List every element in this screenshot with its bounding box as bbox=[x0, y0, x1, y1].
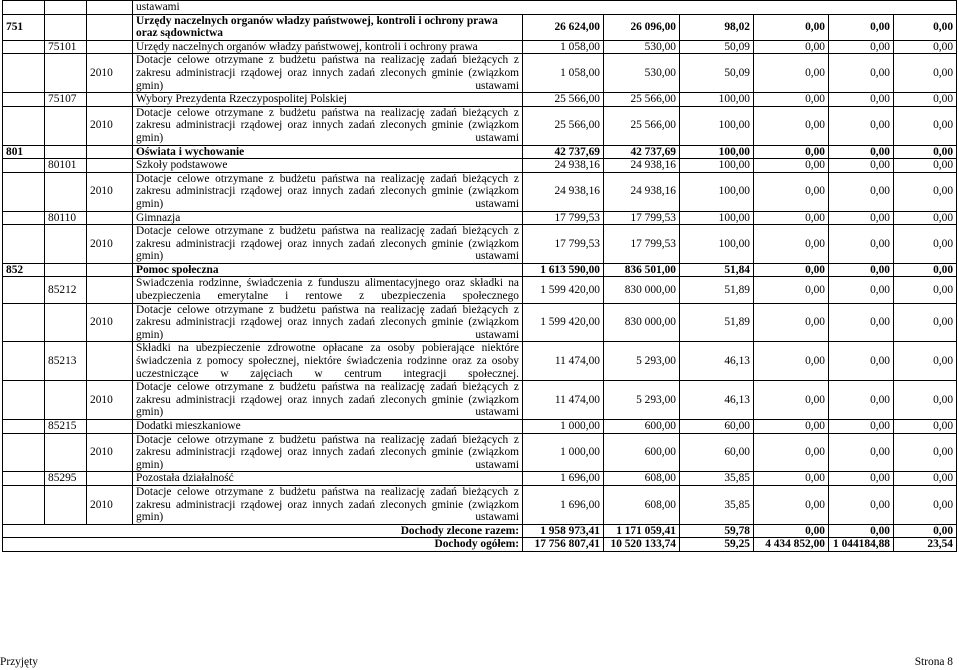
amount-cell: 35,85 bbox=[680, 485, 754, 524]
paragraph-row bbox=[3, 485, 957, 524]
paragraph-cell bbox=[87, 1, 133, 15]
amount-cell: 25 566,00 bbox=[523, 93, 604, 107]
description-cell: Szkoły podstawowe bbox=[133, 159, 523, 173]
amount-cell: 0,00 bbox=[894, 420, 957, 434]
description-cell: Dodatki mieszkaniowe bbox=[133, 420, 523, 434]
section-cell: 85213 bbox=[45, 342, 87, 381]
amount-cell: 100,00 bbox=[680, 211, 754, 225]
table-row bbox=[3, 1, 957, 15]
paragraph-row bbox=[3, 381, 957, 420]
chapter-cell bbox=[3, 225, 45, 264]
amount-cell: 0,00 bbox=[894, 172, 957, 211]
amount-cell: 0,00 bbox=[829, 524, 894, 538]
section-cell bbox=[45, 54, 87, 93]
amount-cell: 42 737,69 bbox=[523, 145, 604, 159]
amount-cell: 59,25 bbox=[680, 538, 754, 552]
amount-cell: 0,00 bbox=[829, 485, 894, 524]
paragraph-cell bbox=[87, 211, 133, 225]
amount-cell: 11 474,00 bbox=[523, 342, 604, 381]
amount-cell: 50,09 bbox=[680, 54, 754, 93]
amount-cell: 0,00 bbox=[829, 172, 894, 211]
amount-cell: 100,00 bbox=[680, 145, 754, 159]
chapter-row bbox=[3, 145, 957, 159]
description-cell: ustawami bbox=[133, 1, 957, 15]
description-cell: Wybory Prezydenta Rzeczypospolitej Polskiej bbox=[133, 93, 523, 107]
chapter-cell: 801 bbox=[3, 145, 45, 159]
paragraph-row bbox=[3, 172, 957, 211]
amount-cell: 0,00 bbox=[894, 40, 957, 54]
description-cell: Dotacje celowe otrzymane z budżetu państwa na realizację zadań bieżących z zakresu administracji rządowej oraz innych zadań zleconych gminie (związkom gmin) ustawami bbox=[133, 381, 523, 420]
amount-cell: 1 044184,88 bbox=[829, 538, 894, 552]
description-cell: Urzędy naczelnych organów władzy państwowej, kontroli i ochrony prawa bbox=[133, 40, 523, 54]
section-cell bbox=[45, 485, 87, 524]
section-row bbox=[3, 342, 957, 381]
amount-cell: 0,00 bbox=[754, 145, 829, 159]
paragraph-cell: 2010 bbox=[87, 433, 133, 472]
amount-cell: 1 696,00 bbox=[523, 485, 604, 524]
chapter-cell bbox=[3, 420, 45, 434]
amount-cell: 17 799,53 bbox=[523, 211, 604, 225]
amount-cell: 51,84 bbox=[680, 263, 754, 277]
amount-cell: 59,78 bbox=[680, 524, 754, 538]
amount-cell: 100,00 bbox=[680, 172, 754, 211]
amount-cell: 100,00 bbox=[680, 93, 754, 107]
amount-cell: 1 058,00 bbox=[523, 40, 604, 54]
amount-cell: 17 799,53 bbox=[604, 211, 680, 225]
section-cell bbox=[45, 303, 87, 342]
section-cell: 85215 bbox=[45, 420, 87, 434]
description-cell: Pomoc społeczna bbox=[133, 263, 523, 277]
amount-cell: 10 520 133,74 bbox=[604, 538, 680, 552]
description-cell: Gimnazja bbox=[133, 211, 523, 225]
paragraph-row bbox=[3, 54, 957, 93]
amount-cell: 0,00 bbox=[829, 145, 894, 159]
amount-cell: 23,54 bbox=[894, 538, 957, 552]
amount-cell: 0,00 bbox=[894, 524, 957, 538]
amount-cell: 530,00 bbox=[604, 54, 680, 93]
amount-cell: 0,00 bbox=[754, 420, 829, 434]
amount-cell: 0,00 bbox=[754, 106, 829, 145]
amount-cell: 24 938,16 bbox=[523, 172, 604, 211]
amount-cell: 0,00 bbox=[754, 172, 829, 211]
amount-cell: 0,00 bbox=[754, 93, 829, 107]
paragraph-cell bbox=[87, 420, 133, 434]
amount-cell: 0,00 bbox=[894, 14, 957, 40]
section-row bbox=[3, 40, 957, 54]
amount-cell: 4 434 852,00 bbox=[754, 538, 829, 552]
section-cell bbox=[45, 106, 87, 145]
paragraph-cell bbox=[87, 472, 133, 486]
total-row bbox=[3, 524, 957, 538]
description-cell: Pozostała działalność bbox=[133, 472, 523, 486]
chapter-cell bbox=[3, 381, 45, 420]
amount-cell: 26 624,00 bbox=[523, 14, 604, 40]
amount-cell: 5 293,00 bbox=[604, 342, 680, 381]
amount-cell: 17 756 807,41 bbox=[523, 538, 604, 552]
chapter-cell bbox=[3, 93, 45, 107]
amount-cell: 0,00 bbox=[829, 472, 894, 486]
paragraph-cell bbox=[87, 40, 133, 54]
section-cell bbox=[45, 145, 87, 159]
amount-cell: 830 000,00 bbox=[604, 277, 680, 303]
amount-cell: 1 613 590,00 bbox=[523, 263, 604, 277]
section-row bbox=[3, 472, 957, 486]
section-row bbox=[3, 159, 957, 173]
chapter-cell bbox=[3, 433, 45, 472]
amount-cell: 51,89 bbox=[680, 303, 754, 342]
amount-cell: 0,00 bbox=[754, 159, 829, 173]
amount-cell: 60,00 bbox=[680, 433, 754, 472]
chapter-cell bbox=[3, 106, 45, 145]
amount-cell: 0,00 bbox=[754, 54, 829, 93]
amount-cell: 0,00 bbox=[894, 159, 957, 173]
paragraph-cell bbox=[87, 263, 133, 277]
paragraph-row bbox=[3, 106, 957, 145]
amount-cell: 1 696,00 bbox=[523, 472, 604, 486]
paragraph-row bbox=[3, 303, 957, 342]
amount-cell: 0,00 bbox=[829, 263, 894, 277]
section-row bbox=[3, 93, 957, 107]
chapter-cell bbox=[3, 54, 45, 93]
section-cell bbox=[45, 381, 87, 420]
paragraph-cell bbox=[87, 342, 133, 381]
section-cell bbox=[45, 172, 87, 211]
amount-cell: 17 799,53 bbox=[523, 225, 604, 264]
amount-cell: 0,00 bbox=[894, 145, 957, 159]
total-label: Dochody zlecone razem: bbox=[3, 524, 523, 538]
section-cell: 75107 bbox=[45, 93, 87, 107]
section-cell bbox=[45, 433, 87, 472]
amount-cell: 836 501,00 bbox=[604, 263, 680, 277]
chapter-cell: 751 bbox=[3, 14, 45, 40]
amount-cell: 1 058,00 bbox=[523, 54, 604, 93]
paragraph-cell: 2010 bbox=[87, 303, 133, 342]
amount-cell: 0,00 bbox=[894, 303, 957, 342]
amount-cell: 0,00 bbox=[894, 381, 957, 420]
amount-cell: 1 958 973,41 bbox=[523, 524, 604, 538]
amount-cell: 0,00 bbox=[754, 277, 829, 303]
section-row bbox=[3, 277, 957, 303]
amount-cell: 0,00 bbox=[829, 106, 894, 145]
amount-cell: 0,00 bbox=[754, 303, 829, 342]
amount-cell: 0,00 bbox=[754, 263, 829, 277]
footer-page-number: Strona 8 bbox=[914, 656, 953, 668]
budget-table-body bbox=[3, 1, 957, 552]
amount-cell: 0,00 bbox=[894, 225, 957, 264]
amount-cell: 0,00 bbox=[894, 277, 957, 303]
section-cell bbox=[45, 263, 87, 277]
amount-cell: 46,13 bbox=[680, 342, 754, 381]
section-cell: 85212 bbox=[45, 277, 87, 303]
description-cell: Dotacje celowe otrzymane z budżetu państwa na realizację zadań bieżących z zakresu administracji rządowej oraz innych zadań zleconych gminie (związkom gmin) ustawami bbox=[133, 54, 523, 93]
amount-cell: 0,00 bbox=[829, 277, 894, 303]
amount-cell: 35,85 bbox=[680, 472, 754, 486]
paragraph-cell bbox=[87, 277, 133, 303]
paragraph-cell: 2010 bbox=[87, 106, 133, 145]
amount-cell: 24 938,16 bbox=[523, 159, 604, 173]
chapter-row bbox=[3, 263, 957, 277]
budget-table bbox=[2, 0, 957, 552]
paragraph-row bbox=[3, 225, 957, 264]
amount-cell: 98,02 bbox=[680, 14, 754, 40]
amount-cell: 51,89 bbox=[680, 277, 754, 303]
amount-cell: 0,00 bbox=[894, 211, 957, 225]
amount-cell: 46,13 bbox=[680, 381, 754, 420]
amount-cell: 0,00 bbox=[754, 225, 829, 264]
amount-cell: 0,00 bbox=[829, 342, 894, 381]
amount-cell: 0,00 bbox=[894, 433, 957, 472]
chapter-cell bbox=[3, 303, 45, 342]
amount-cell: 0,00 bbox=[754, 14, 829, 40]
amount-cell: 11 474,00 bbox=[523, 381, 604, 420]
amount-cell: 0,00 bbox=[829, 40, 894, 54]
amount-cell: 1 000,00 bbox=[523, 433, 604, 472]
section-cell bbox=[45, 1, 87, 15]
description-cell: Dotacje celowe otrzymane z budżetu państwa na realizację zadań bieżących z zakresu administracji rządowej oraz innych zadań zleconych gminie (związkom gmin) ustawami bbox=[133, 106, 523, 145]
amount-cell: 0,00 bbox=[754, 485, 829, 524]
amount-cell: 1 599 420,00 bbox=[523, 277, 604, 303]
amount-cell: 0,00 bbox=[754, 472, 829, 486]
amount-cell: 100,00 bbox=[680, 159, 754, 173]
amount-cell: 0,00 bbox=[829, 381, 894, 420]
chapter-row bbox=[3, 14, 957, 40]
description-cell: Składki na ubezpieczenie zdrowotne opłacane za osoby pobierające niektóre świadczenia z pomocy społecznej, niektóre świadczenia rodzinne oraz za osoby uczestniczące w zajęciach w centrum integracji społecznej. bbox=[133, 342, 523, 381]
chapter-cell bbox=[3, 159, 45, 173]
amount-cell: 0,00 bbox=[894, 54, 957, 93]
description-cell: Dotacje celowe otrzymane z budżetu państwa na realizację zadań bieżących z zakresu administracji rządowej oraz innych zadań zleconych gminie (związkom gmin) ustawami bbox=[133, 225, 523, 264]
amount-cell: 608,00 bbox=[604, 472, 680, 486]
description-cell: Urzędy naczelnych organów władzy państwowej, kontroli i ochrony prawa oraz sądownictwa bbox=[133, 14, 523, 40]
amount-cell: 25 566,00 bbox=[604, 93, 680, 107]
chapter-cell bbox=[3, 211, 45, 225]
amount-cell: 24 938,16 bbox=[604, 172, 680, 211]
description-cell: Dotacje celowe otrzymane z budżetu państwa na realizację zadań bieżących z zakresu administracji rządowej oraz innych zadań zleconych gminie (związkom gmin) ustawami bbox=[133, 485, 523, 524]
section-cell: 80101 bbox=[45, 159, 87, 173]
amount-cell: 830 000,00 bbox=[604, 303, 680, 342]
paragraph-cell bbox=[87, 93, 133, 107]
chapter-cell bbox=[3, 172, 45, 211]
amount-cell: 1 000,00 bbox=[523, 420, 604, 434]
chapter-cell bbox=[3, 1, 45, 15]
total-row bbox=[3, 538, 957, 552]
chapter-cell: 852 bbox=[3, 263, 45, 277]
amount-cell: 0,00 bbox=[754, 40, 829, 54]
section-row bbox=[3, 420, 957, 434]
paragraph-cell bbox=[87, 159, 133, 173]
amount-cell: 530,00 bbox=[604, 40, 680, 54]
amount-cell: 0,00 bbox=[829, 54, 894, 93]
amount-cell: 0,00 bbox=[894, 485, 957, 524]
description-cell: Dotacje celowe otrzymane z budżetu państwa na realizację zadań bieżących z zakresu administracji rządowej oraz innych zadań zleconych gminie (związkom gmin) ustawami bbox=[133, 172, 523, 211]
amount-cell: 0,00 bbox=[754, 524, 829, 538]
amount-cell: 0,00 bbox=[894, 342, 957, 381]
paragraph-row bbox=[3, 433, 957, 472]
chapter-cell bbox=[3, 277, 45, 303]
amount-cell: 100,00 bbox=[680, 225, 754, 264]
amount-cell: 50,09 bbox=[680, 40, 754, 54]
amount-cell: 0,00 bbox=[829, 159, 894, 173]
amount-cell: 0,00 bbox=[894, 106, 957, 145]
amount-cell: 1 599 420,00 bbox=[523, 303, 604, 342]
amount-cell: 0,00 bbox=[894, 93, 957, 107]
footer-status: Przyjęty bbox=[0, 656, 38, 668]
amount-cell: 1 171 059,41 bbox=[604, 524, 680, 538]
total-label: Dochody ogółem: bbox=[3, 538, 523, 552]
amount-cell: 25 566,00 bbox=[604, 106, 680, 145]
paragraph-cell: 2010 bbox=[87, 225, 133, 264]
amount-cell: 0,00 bbox=[829, 420, 894, 434]
chapter-cell bbox=[3, 485, 45, 524]
description-cell: Świadczenia rodzinne, świadczenia z funduszu alimentacyjnego oraz składki na ubezpieczenia emerytalne i rentowe z ubezpieczenia społecznego bbox=[133, 277, 523, 303]
amount-cell: 0,00 bbox=[829, 303, 894, 342]
paragraph-cell: 2010 bbox=[87, 485, 133, 524]
section-cell bbox=[45, 225, 87, 264]
amount-cell: 0,00 bbox=[829, 225, 894, 264]
amount-cell: 600,00 bbox=[604, 420, 680, 434]
amount-cell: 25 566,00 bbox=[523, 106, 604, 145]
chapter-cell bbox=[3, 342, 45, 381]
paragraph-cell bbox=[87, 14, 133, 40]
amount-cell: 5 293,00 bbox=[604, 381, 680, 420]
description-cell: Dotacje celowe otrzymane z budżetu państwa na realizację zadań bieżących z zakresu administracji rządowej oraz innych zadań zleconych gminie (związkom gmin) ustawami bbox=[133, 303, 523, 342]
amount-cell: 0,00 bbox=[829, 433, 894, 472]
amount-cell: 0,00 bbox=[754, 342, 829, 381]
amount-cell: 0,00 bbox=[754, 433, 829, 472]
amount-cell: 42 737,69 bbox=[604, 145, 680, 159]
paragraph-cell: 2010 bbox=[87, 54, 133, 93]
amount-cell: 0,00 bbox=[829, 93, 894, 107]
amount-cell: 60,00 bbox=[680, 420, 754, 434]
paragraph-cell: 2010 bbox=[87, 172, 133, 211]
amount-cell: 600,00 bbox=[604, 433, 680, 472]
chapter-cell bbox=[3, 40, 45, 54]
amount-cell: 608,00 bbox=[604, 485, 680, 524]
section-cell: 80110 bbox=[45, 211, 87, 225]
section-cell bbox=[45, 14, 87, 40]
amount-cell: 17 799,53 bbox=[604, 225, 680, 264]
amount-cell: 0,00 bbox=[754, 381, 829, 420]
amount-cell: 100,00 bbox=[680, 106, 754, 145]
amount-cell: 0,00 bbox=[754, 211, 829, 225]
paragraph-cell: 2010 bbox=[87, 381, 133, 420]
paragraph-cell bbox=[87, 145, 133, 159]
amount-cell: 0,00 bbox=[829, 14, 894, 40]
amount-cell: 26 096,00 bbox=[604, 14, 680, 40]
amount-cell: 0,00 bbox=[894, 263, 957, 277]
section-cell: 75101 bbox=[45, 40, 87, 54]
section-row bbox=[3, 211, 957, 225]
description-cell: Oświata i wychowanie bbox=[133, 145, 523, 159]
amount-cell: 0,00 bbox=[829, 211, 894, 225]
description-cell: Dotacje celowe otrzymane z budżetu państwa na realizację zadań bieżących z zakresu administracji rządowej oraz innych zadań zleconych gminie (związkom gmin) ustawami bbox=[133, 433, 523, 472]
amount-cell: 0,00 bbox=[894, 472, 957, 486]
section-cell: 85295 bbox=[45, 472, 87, 486]
chapter-cell bbox=[3, 472, 45, 486]
amount-cell: 24 938,16 bbox=[604, 159, 680, 173]
